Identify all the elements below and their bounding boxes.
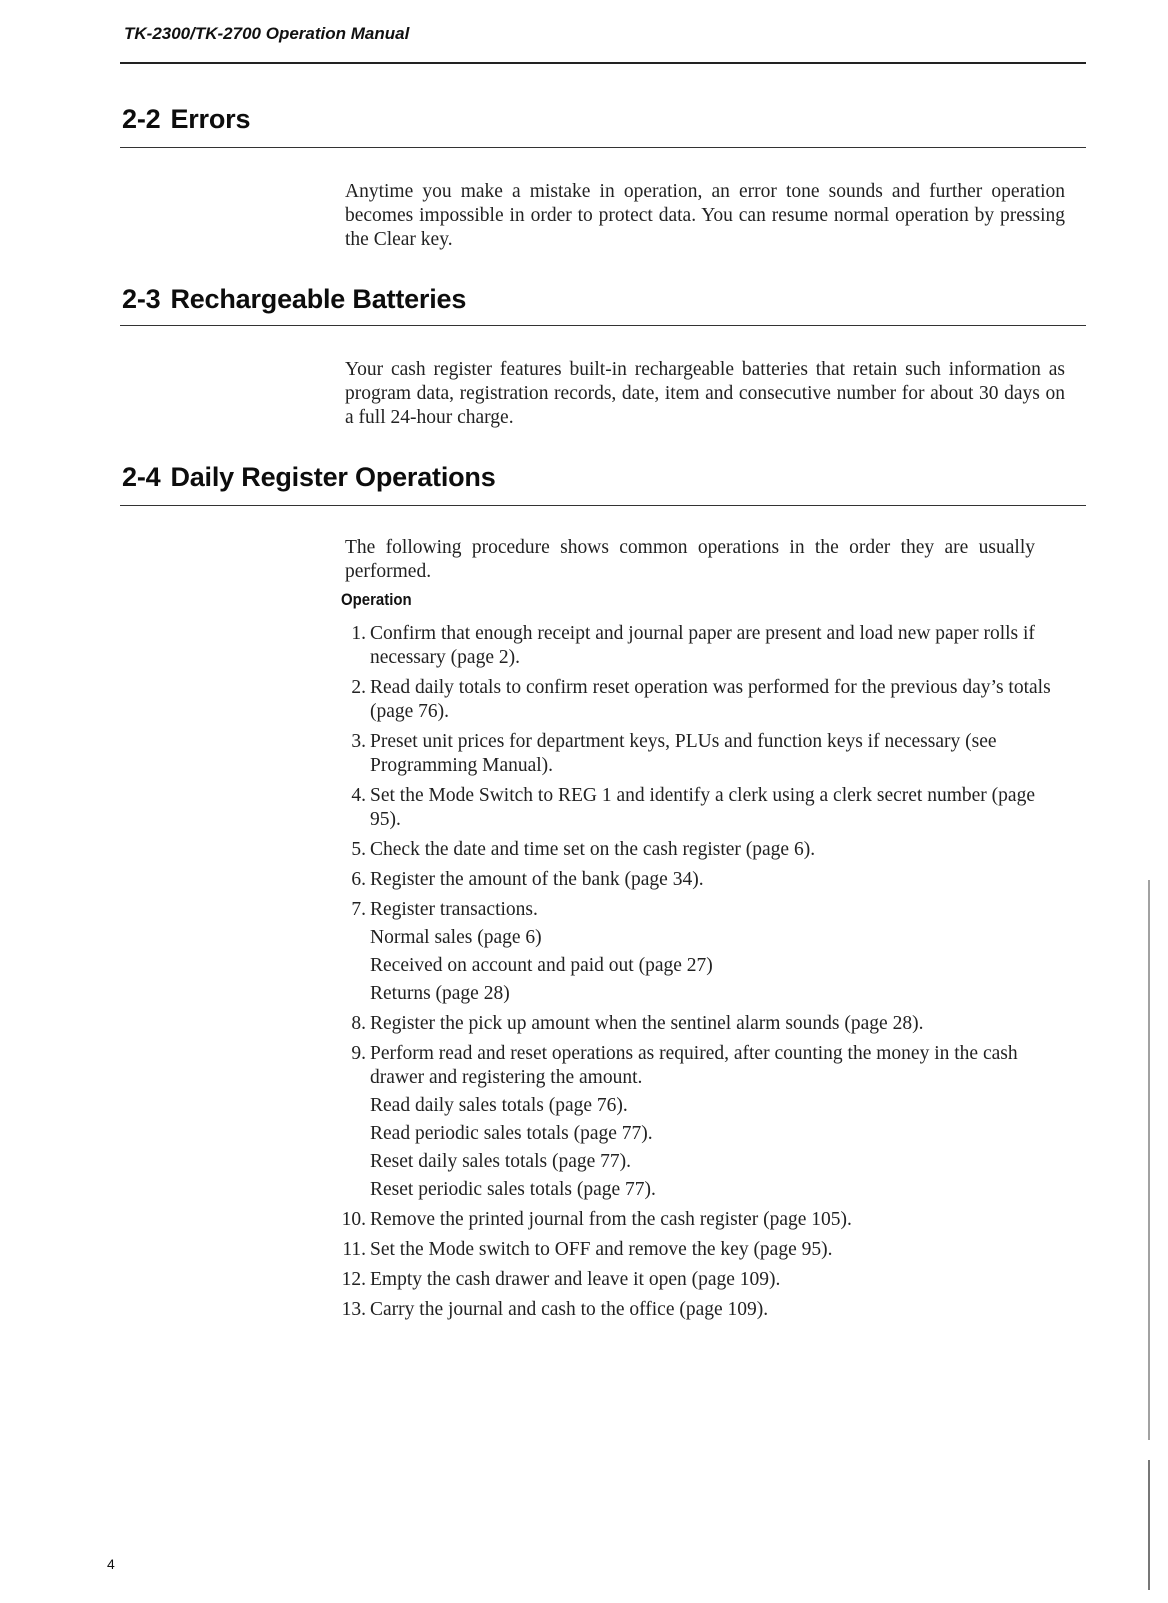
step-number: 5. xyxy=(351,839,366,860)
step-text: Perform read and reset operations as required, after counting the money in the cash drawer and registering the amount. xyxy=(370,1043,1018,1088)
section-heading-batteries xyxy=(122,284,466,315)
daily-operations-intro: The following procedure shows common operations in the order they are usually performed. xyxy=(345,537,1035,582)
step-number: 9. xyxy=(351,1043,366,1064)
section-rule xyxy=(120,325,1086,326)
step-text: Register the pick up amount when the sentinel alarm sounds (page 28). xyxy=(370,1013,924,1034)
step-text: Empty the cash drawer and leave it open (page 109). xyxy=(370,1269,781,1290)
step-text: Remove the printed journal from the cash register (page 105). xyxy=(370,1209,852,1230)
step-number: 4. xyxy=(351,785,366,806)
step-text: Register the amount of the bank (page 34). xyxy=(370,869,704,890)
section-heading-daily-operations xyxy=(122,462,496,493)
step-number: 13. xyxy=(341,1299,366,1320)
scan-edge-mark xyxy=(1148,880,1150,1440)
step-text: Check the date and time set on the cash register (page 6). xyxy=(370,839,816,860)
step-text: Set the Mode Switch to REG 1 and identify a clerk using a clerk secret number (page 95). xyxy=(370,785,1035,830)
errors-paragraph: Anytime you make a mistake in operation, an error tone sounds and further operation becomes impossible in order to protect data. You can resume normal operation by pressing the Clear key. xyxy=(345,181,1065,250)
operation-steps xyxy=(332,622,1067,1328)
step-number: 12. xyxy=(341,1269,366,1290)
section-number: 2-4 xyxy=(122,462,161,492)
running-header: TK-2300/TK-2700 Operation Manual xyxy=(124,24,410,43)
step-text: Preset unit prices for department keys, PLUs and function keys if necessary (see Programming Manual). xyxy=(370,731,997,776)
step-item xyxy=(332,676,1067,724)
step-number: 8. xyxy=(351,1013,366,1034)
step-item xyxy=(332,1238,1067,1262)
step-text: Carry the journal and cash to the office (page 109). xyxy=(370,1299,769,1320)
scan-edge-mark xyxy=(1148,1460,1150,1590)
step-subitem: Normal sales (page 6) xyxy=(370,927,542,948)
step-number: 7. xyxy=(351,899,366,920)
step-item xyxy=(332,1208,1067,1232)
step-item xyxy=(332,868,1067,892)
section-rule xyxy=(120,505,1086,506)
step-item xyxy=(332,898,1067,1006)
step-subitem: Read daily sales totals (page 76). xyxy=(370,1095,628,1116)
step-text: Register transactions. xyxy=(370,899,538,920)
section-number: 2-2 xyxy=(122,104,161,134)
step-number: 3. xyxy=(351,731,366,752)
page-number: 4 xyxy=(107,1556,115,1572)
step-item xyxy=(332,838,1067,862)
step-subitem: Reset daily sales totals (page 77). xyxy=(370,1151,632,1172)
step-item xyxy=(332,1012,1067,1036)
header-rule xyxy=(120,62,1086,64)
step-number: 10. xyxy=(341,1209,366,1230)
step-text: Set the Mode switch to OFF and remove the key (page 95). xyxy=(370,1239,833,1260)
batteries-paragraph: Your cash register features built-in rechargeable batteries that retain such information as program data, registration records, date, item and consecutive number for about 30 days on a full 24-hour charge. xyxy=(345,359,1065,428)
step-item xyxy=(332,622,1067,670)
step-subitem: Returns (page 28) xyxy=(370,983,510,1004)
step-item xyxy=(332,784,1067,832)
section-title: Errors xyxy=(170,104,251,134)
section-title: Rechargeable Batteries xyxy=(170,284,467,314)
step-number: 11. xyxy=(342,1239,366,1260)
step-subitem: Read periodic sales totals (page 77). xyxy=(370,1123,653,1144)
section-heading-errors xyxy=(122,104,250,135)
step-item xyxy=(332,1298,1067,1322)
step-item xyxy=(332,1268,1067,1292)
section-title: Daily Register Operations xyxy=(170,462,496,492)
step-text: Confirm that enough receipt and journal paper are present and load new paper rolls if necessary (page 2). xyxy=(370,623,1035,668)
step-number: 2. xyxy=(351,677,366,698)
operation-label: Operation xyxy=(341,590,412,609)
step-text: Read daily totals to confirm reset operation was performed for the previous day’s totals (page 76). xyxy=(370,677,1051,722)
section-number: 2-3 xyxy=(122,284,161,314)
step-subitem: Reset periodic sales totals (page 77). xyxy=(370,1179,656,1200)
step-number: 1. xyxy=(351,623,366,644)
step-item xyxy=(332,730,1067,778)
step-number: 6. xyxy=(351,869,366,890)
step-item xyxy=(332,1042,1067,1202)
section-rule xyxy=(120,147,1086,148)
step-subitem: Received on account and paid out (page 27) xyxy=(370,955,713,976)
